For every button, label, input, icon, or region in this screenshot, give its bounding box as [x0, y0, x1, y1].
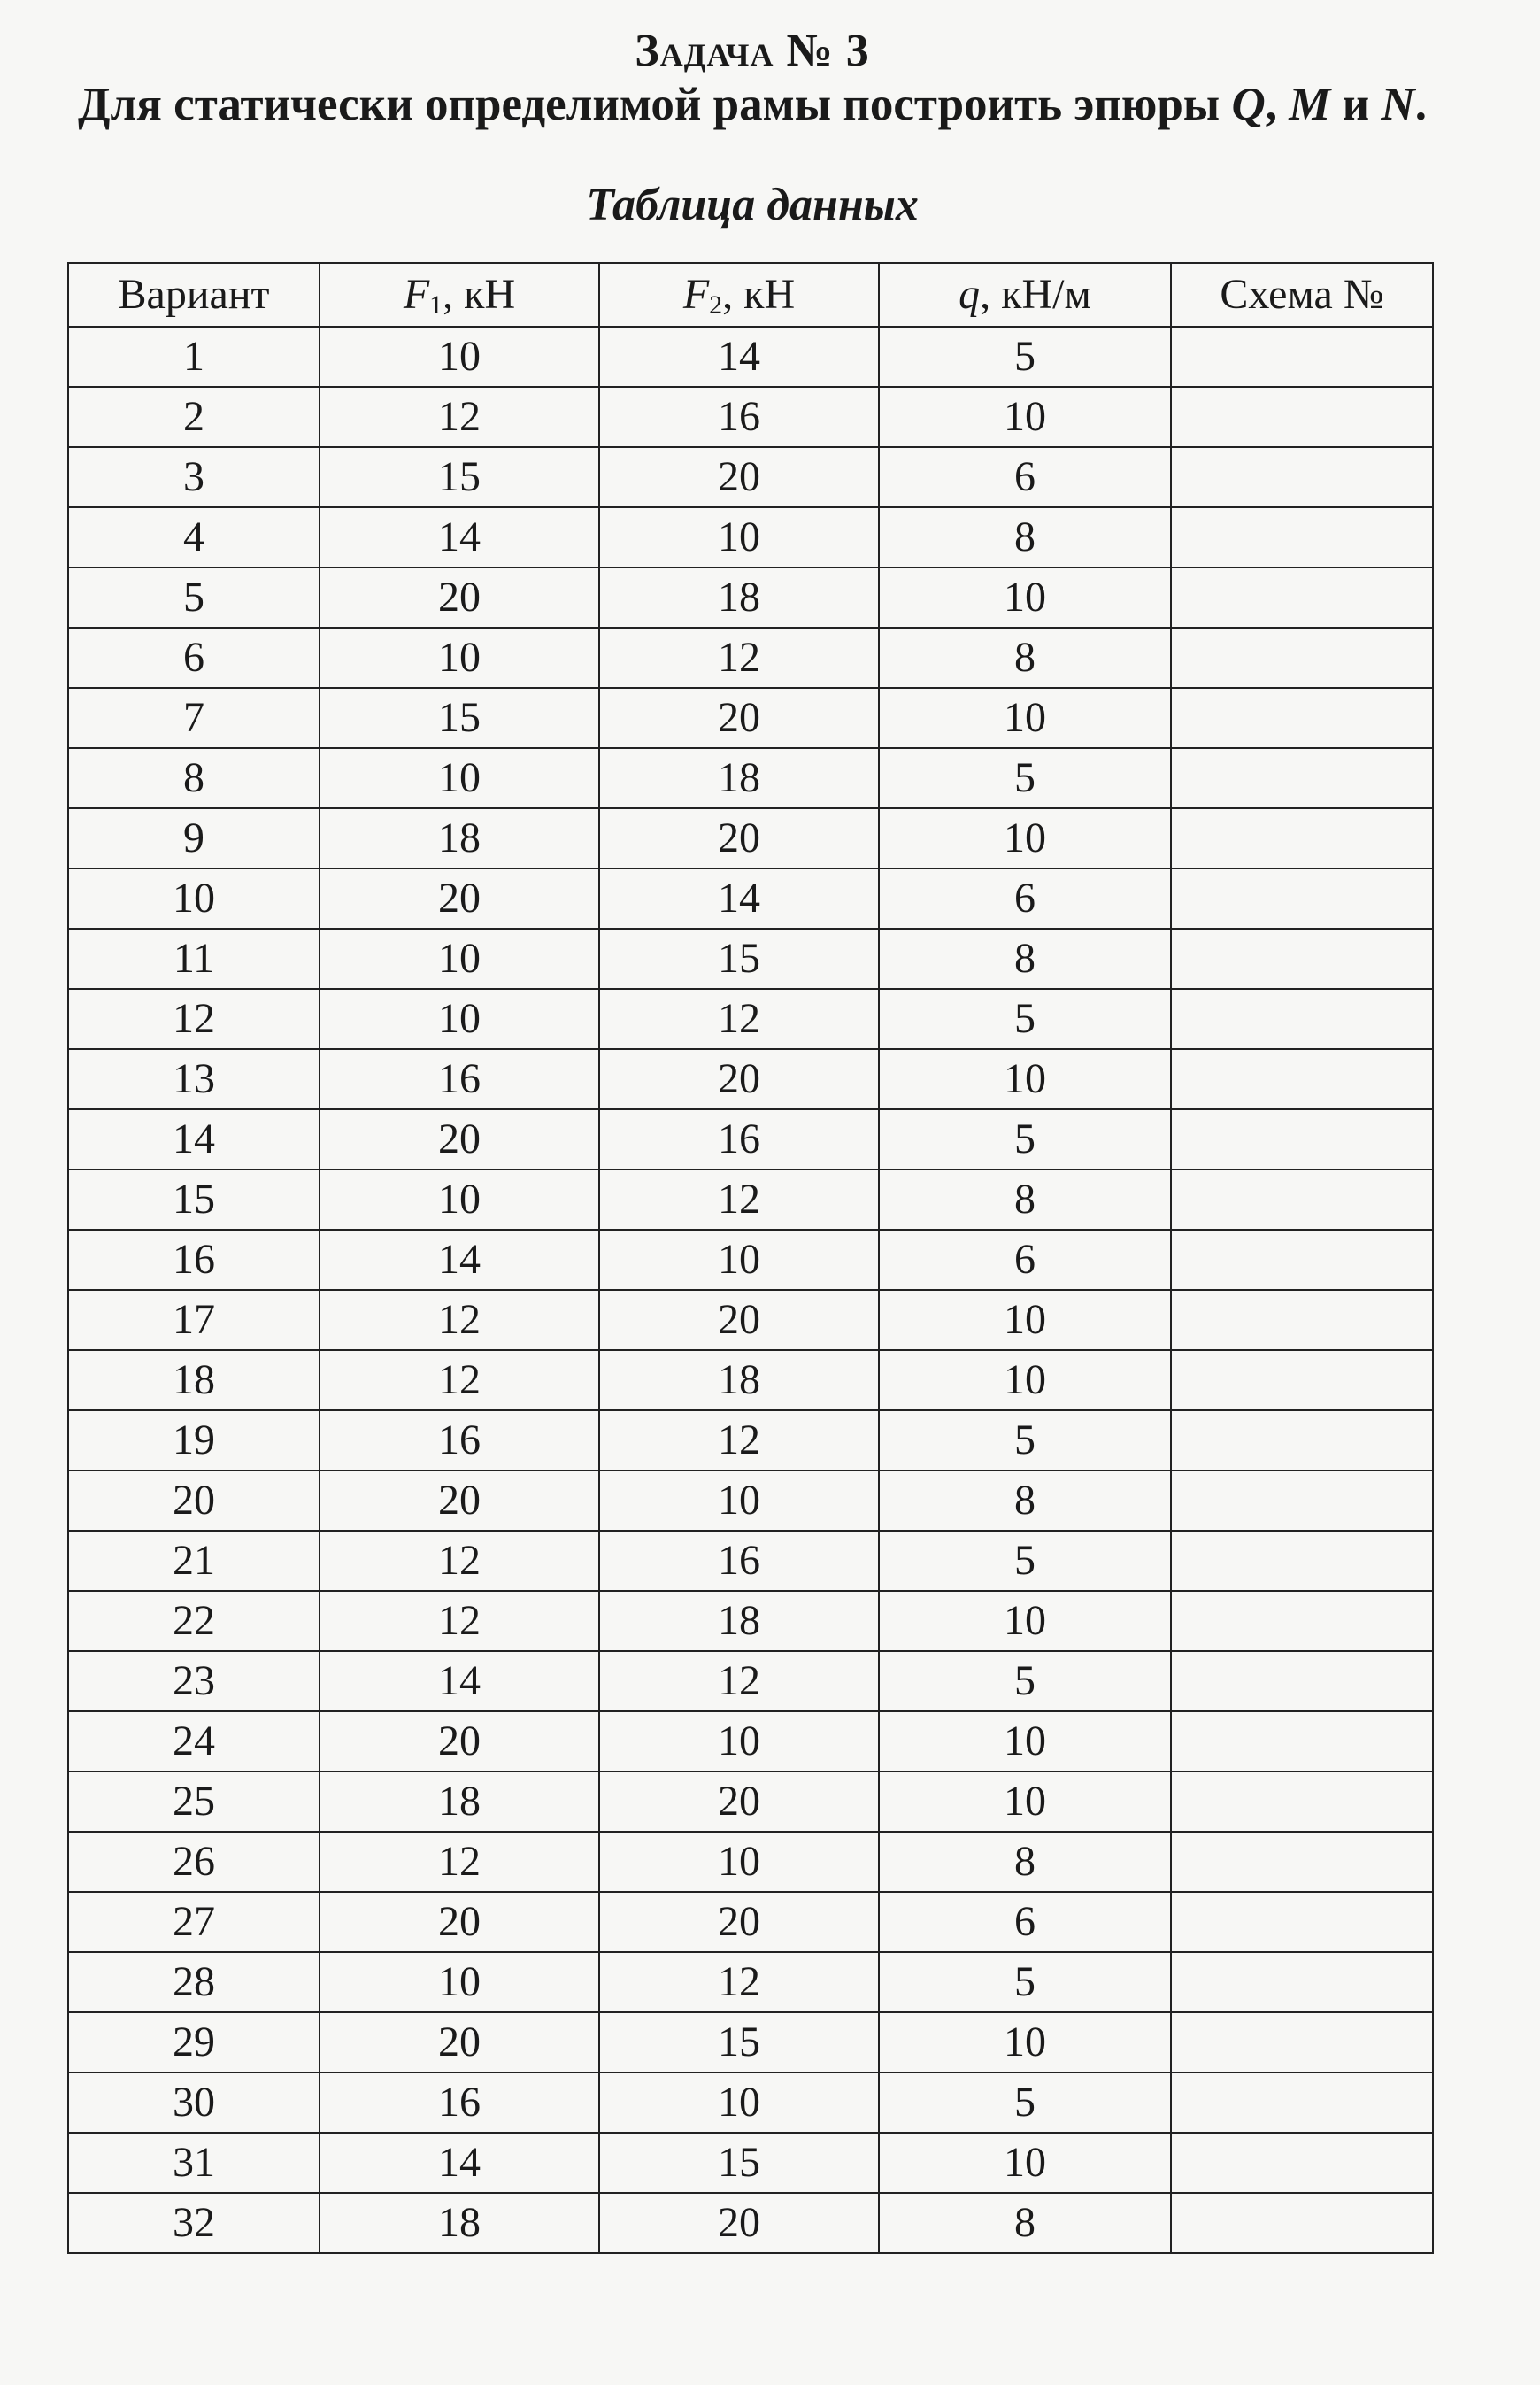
table-row — [68, 1832, 1433, 1892]
cell-q: 5 — [879, 1651, 1171, 1711]
cell-f2: 10 — [599, 1832, 879, 1892]
cell-f1: 12 — [320, 1350, 599, 1410]
task-statement-suffix: . — [1414, 79, 1427, 130]
table-caption: Таблица данных — [586, 180, 919, 230]
cell-f2: 20 — [599, 1892, 879, 1952]
cell-f1: 16 — [320, 1410, 599, 1470]
table-row — [68, 1651, 1433, 1711]
cell-scheme — [1171, 2012, 1433, 2072]
cell-q: 5 — [879, 748, 1171, 808]
table-row — [68, 327, 1433, 387]
cell-variant: 25 — [68, 1771, 320, 1832]
cell-f2: 12 — [599, 1651, 879, 1711]
table-row — [68, 628, 1433, 688]
table-row — [68, 2133, 1433, 2193]
cell-variant: 20 — [68, 1470, 320, 1531]
cell-f1: 10 — [320, 628, 599, 688]
cell-variant: 23 — [68, 1651, 320, 1711]
table-row — [68, 1410, 1433, 1470]
cell-f2: 15 — [599, 929, 879, 989]
cell-f1: 20 — [320, 2012, 599, 2072]
table-row — [68, 808, 1433, 868]
cell-f1: 16 — [320, 1049, 599, 1109]
table-row — [68, 567, 1433, 628]
cell-variant: 4 — [68, 507, 320, 567]
cell-variant: 7 — [68, 688, 320, 748]
cell-scheme — [1171, 1049, 1433, 1109]
task-statement-conj: и — [1330, 79, 1382, 130]
cell-f1: 20 — [320, 567, 599, 628]
cell-f2: 10 — [599, 507, 879, 567]
cell-q: 8 — [879, 2193, 1171, 2253]
cell-scheme — [1171, 1651, 1433, 1711]
cell-q: 10 — [879, 1350, 1171, 1410]
cell-scheme — [1171, 1470, 1433, 1531]
cell-f2: 14 — [599, 868, 879, 929]
cell-variant: 11 — [68, 929, 320, 989]
cell-scheme — [1171, 2133, 1433, 2193]
cell-f2: 20 — [599, 1049, 879, 1109]
task-statement — [0, 78, 1505, 131]
cell-f2: 20 — [599, 447, 879, 507]
table-row — [68, 1350, 1433, 1410]
cell-variant: 19 — [68, 1410, 320, 1470]
cell-f2: 10 — [599, 1711, 879, 1771]
cell-scheme — [1171, 1109, 1433, 1169]
cell-f1: 18 — [320, 808, 599, 868]
cell-variant: 21 — [68, 1531, 320, 1591]
header-variant-label: Вариант — [118, 271, 270, 318]
cell-f1: 20 — [320, 1109, 599, 1169]
cell-variant: 18 — [68, 1350, 320, 1410]
cell-q: 10 — [879, 688, 1171, 748]
table-row — [68, 1591, 1433, 1651]
cell-f1: 14 — [320, 507, 599, 567]
cell-variant: 5 — [68, 567, 320, 628]
cell-q: 6 — [879, 1230, 1171, 1290]
cell-f1: 18 — [320, 2193, 599, 2253]
cell-q: 8 — [879, 628, 1171, 688]
table-row — [68, 1290, 1433, 1350]
cell-f1: 15 — [320, 688, 599, 748]
table-row — [68, 1952, 1433, 2012]
table-row — [68, 387, 1433, 447]
data-table — [67, 262, 1434, 2254]
symbol-q: Q — [1231, 79, 1266, 130]
cell-f2: 18 — [599, 1350, 879, 1410]
cell-scheme — [1171, 2072, 1433, 2133]
cell-q: 5 — [879, 2072, 1171, 2133]
header-f2-subscript: 2 — [709, 290, 723, 320]
table-header-row — [68, 263, 1433, 327]
cell-f2: 10 — [599, 1470, 879, 1531]
cell-scheme — [1171, 1832, 1433, 1892]
cell-scheme — [1171, 1892, 1433, 1952]
cell-scheme — [1171, 1410, 1433, 1470]
cell-scheme — [1171, 447, 1433, 507]
cell-f2: 20 — [599, 1771, 879, 1832]
cell-q: 10 — [879, 1771, 1171, 1832]
cell-variant: 26 — [68, 1832, 320, 1892]
cell-variant: 28 — [68, 1952, 320, 2012]
cell-q: 6 — [879, 1892, 1171, 1952]
cell-variant: 31 — [68, 2133, 320, 2193]
cell-variant: 17 — [68, 1290, 320, 1350]
cell-f1: 12 — [320, 387, 599, 447]
table-row — [68, 1049, 1433, 1109]
header-f1-unit: , кН — [443, 271, 516, 318]
header-f2-symbol: F — [682, 271, 710, 318]
cell-f2: 10 — [599, 2072, 879, 2133]
cell-f1: 14 — [320, 1651, 599, 1711]
cell-f2: 15 — [599, 2012, 879, 2072]
cell-q: 5 — [879, 1410, 1171, 1470]
header-q-symbol: q — [959, 271, 981, 318]
header-variant — [68, 263, 320, 327]
cell-f1: 10 — [320, 1952, 599, 2012]
cell-f2: 20 — [599, 688, 879, 748]
cell-scheme — [1171, 1711, 1433, 1771]
cell-scheme — [1171, 989, 1433, 1049]
cell-f1: 10 — [320, 1169, 599, 1230]
cell-q: 8 — [879, 1832, 1171, 1892]
task-statement-comma: , — [1265, 79, 1290, 130]
task-statement-prefix: Для статически определимой рамы построить эпюры — [78, 79, 1232, 130]
header-q-unit: , кН/м — [980, 271, 1091, 318]
cell-f2: 20 — [599, 2193, 879, 2253]
cell-f1: 12 — [320, 1290, 599, 1350]
table-row — [68, 1109, 1433, 1169]
symbol-n: N — [1381, 79, 1415, 130]
cell-q: 8 — [879, 929, 1171, 989]
cell-scheme — [1171, 1591, 1433, 1651]
cell-scheme — [1171, 1290, 1433, 1350]
cell-f1: 18 — [320, 1771, 599, 1832]
cell-f1: 10 — [320, 989, 599, 1049]
cell-q: 8 — [879, 1169, 1171, 1230]
cell-variant: 29 — [68, 2012, 320, 2072]
cell-f1: 20 — [320, 1470, 599, 1531]
header-q — [879, 263, 1171, 327]
cell-scheme — [1171, 1952, 1433, 2012]
cell-scheme — [1171, 507, 1433, 567]
cell-q: 5 — [879, 1109, 1171, 1169]
cell-variant: 2 — [68, 387, 320, 447]
table-row — [68, 507, 1433, 567]
cell-f1: 10 — [320, 929, 599, 989]
header-f2 — [599, 263, 879, 327]
cell-f2: 12 — [599, 628, 879, 688]
table-row — [68, 688, 1433, 748]
header-f1-symbol: F — [403, 271, 430, 318]
cell-f2: 12 — [599, 1952, 879, 2012]
cell-q: 6 — [879, 447, 1171, 507]
cell-scheme — [1171, 387, 1433, 447]
cell-variant: 12 — [68, 989, 320, 1049]
cell-q: 5 — [879, 1531, 1171, 1591]
cell-f1: 10 — [320, 327, 599, 387]
cell-f2: 12 — [599, 1169, 879, 1230]
cell-q: 10 — [879, 567, 1171, 628]
table-body — [68, 327, 1433, 2253]
cell-f2: 14 — [599, 327, 879, 387]
cell-q: 10 — [879, 1290, 1171, 1350]
cell-q: 8 — [879, 1470, 1171, 1531]
cell-f2: 20 — [599, 1290, 879, 1350]
cell-scheme — [1171, 1169, 1433, 1230]
task-title: Задача № 3 — [635, 26, 870, 76]
table-row — [68, 989, 1433, 1049]
cell-variant: 1 — [68, 327, 320, 387]
cell-f1: 14 — [320, 2133, 599, 2193]
table-row — [68, 1711, 1433, 1771]
cell-scheme — [1171, 1230, 1433, 1290]
cell-q: 6 — [879, 868, 1171, 929]
cell-f1: 12 — [320, 1591, 599, 1651]
table-row — [68, 1531, 1433, 1591]
header-f1-subscript: 1 — [429, 290, 443, 320]
cell-f2: 12 — [599, 1410, 879, 1470]
cell-f2: 15 — [599, 2133, 879, 2193]
cell-f2: 12 — [599, 989, 879, 1049]
cell-variant: 15 — [68, 1169, 320, 1230]
cell-variant: 13 — [68, 1049, 320, 1109]
cell-scheme — [1171, 1531, 1433, 1591]
cell-scheme — [1171, 1350, 1433, 1410]
cell-scheme — [1171, 868, 1433, 929]
cell-scheme — [1171, 2193, 1433, 2253]
cell-f2: 16 — [599, 1109, 879, 1169]
cell-q: 10 — [879, 1591, 1171, 1651]
cell-variant: 16 — [68, 1230, 320, 1290]
table-row — [68, 1892, 1433, 1952]
table-row — [68, 447, 1433, 507]
cell-f1: 15 — [320, 447, 599, 507]
cell-q: 10 — [879, 1049, 1171, 1109]
cell-q: 5 — [879, 327, 1171, 387]
cell-scheme — [1171, 1771, 1433, 1832]
cell-variant: 3 — [68, 447, 320, 507]
cell-variant: 22 — [68, 1591, 320, 1651]
header-f1 — [320, 263, 599, 327]
header-scheme — [1171, 263, 1433, 327]
cell-f2: 18 — [599, 748, 879, 808]
header-scheme-label: Схема № — [1220, 271, 1384, 318]
cell-variant: 32 — [68, 2193, 320, 2253]
cell-q: 5 — [879, 989, 1171, 1049]
cell-f1: 10 — [320, 748, 599, 808]
cell-scheme — [1171, 808, 1433, 868]
cell-q: 10 — [879, 2133, 1171, 2193]
table-row — [68, 1230, 1433, 1290]
table-row — [68, 868, 1433, 929]
cell-f2: 16 — [599, 387, 879, 447]
cell-variant: 10 — [68, 868, 320, 929]
cell-f2: 20 — [599, 808, 879, 868]
cell-f1: 20 — [320, 868, 599, 929]
cell-variant: 6 — [68, 628, 320, 688]
table-row — [68, 748, 1433, 808]
cell-q: 10 — [879, 808, 1171, 868]
table-row — [68, 1771, 1433, 1832]
cell-f1: 12 — [320, 1832, 599, 1892]
cell-scheme — [1171, 748, 1433, 808]
cell-f2: 10 — [599, 1230, 879, 1290]
cell-q: 10 — [879, 2012, 1171, 2072]
cell-variant: 8 — [68, 748, 320, 808]
cell-scheme — [1171, 929, 1433, 989]
cell-f1: 14 — [320, 1230, 599, 1290]
cell-f1: 12 — [320, 1531, 599, 1591]
symbol-m: M — [1289, 79, 1331, 130]
cell-scheme — [1171, 327, 1433, 387]
cell-q: 10 — [879, 1711, 1171, 1771]
cell-variant: 24 — [68, 1711, 320, 1771]
cell-scheme — [1171, 628, 1433, 688]
cell-f1: 20 — [320, 1711, 599, 1771]
header-f2-unit: , кН — [722, 271, 796, 318]
cell-q: 8 — [879, 507, 1171, 567]
cell-variant: 14 — [68, 1109, 320, 1169]
cell-f1: 20 — [320, 1892, 599, 1952]
cell-f2: 16 — [599, 1531, 879, 1591]
table-row — [68, 929, 1433, 989]
cell-variant: 30 — [68, 2072, 320, 2133]
cell-f2: 18 — [599, 567, 879, 628]
cell-scheme — [1171, 567, 1433, 628]
table-row — [68, 1470, 1433, 1531]
cell-f1: 16 — [320, 2072, 599, 2133]
table-row — [68, 2193, 1433, 2253]
cell-variant: 27 — [68, 1892, 320, 1952]
cell-q: 5 — [879, 1952, 1171, 2012]
table-row — [68, 2072, 1433, 2133]
table-row — [68, 1169, 1433, 1230]
cell-scheme — [1171, 688, 1433, 748]
cell-q: 10 — [879, 387, 1171, 447]
cell-f2: 18 — [599, 1591, 879, 1651]
table-row — [68, 2012, 1433, 2072]
cell-variant: 9 — [68, 808, 320, 868]
